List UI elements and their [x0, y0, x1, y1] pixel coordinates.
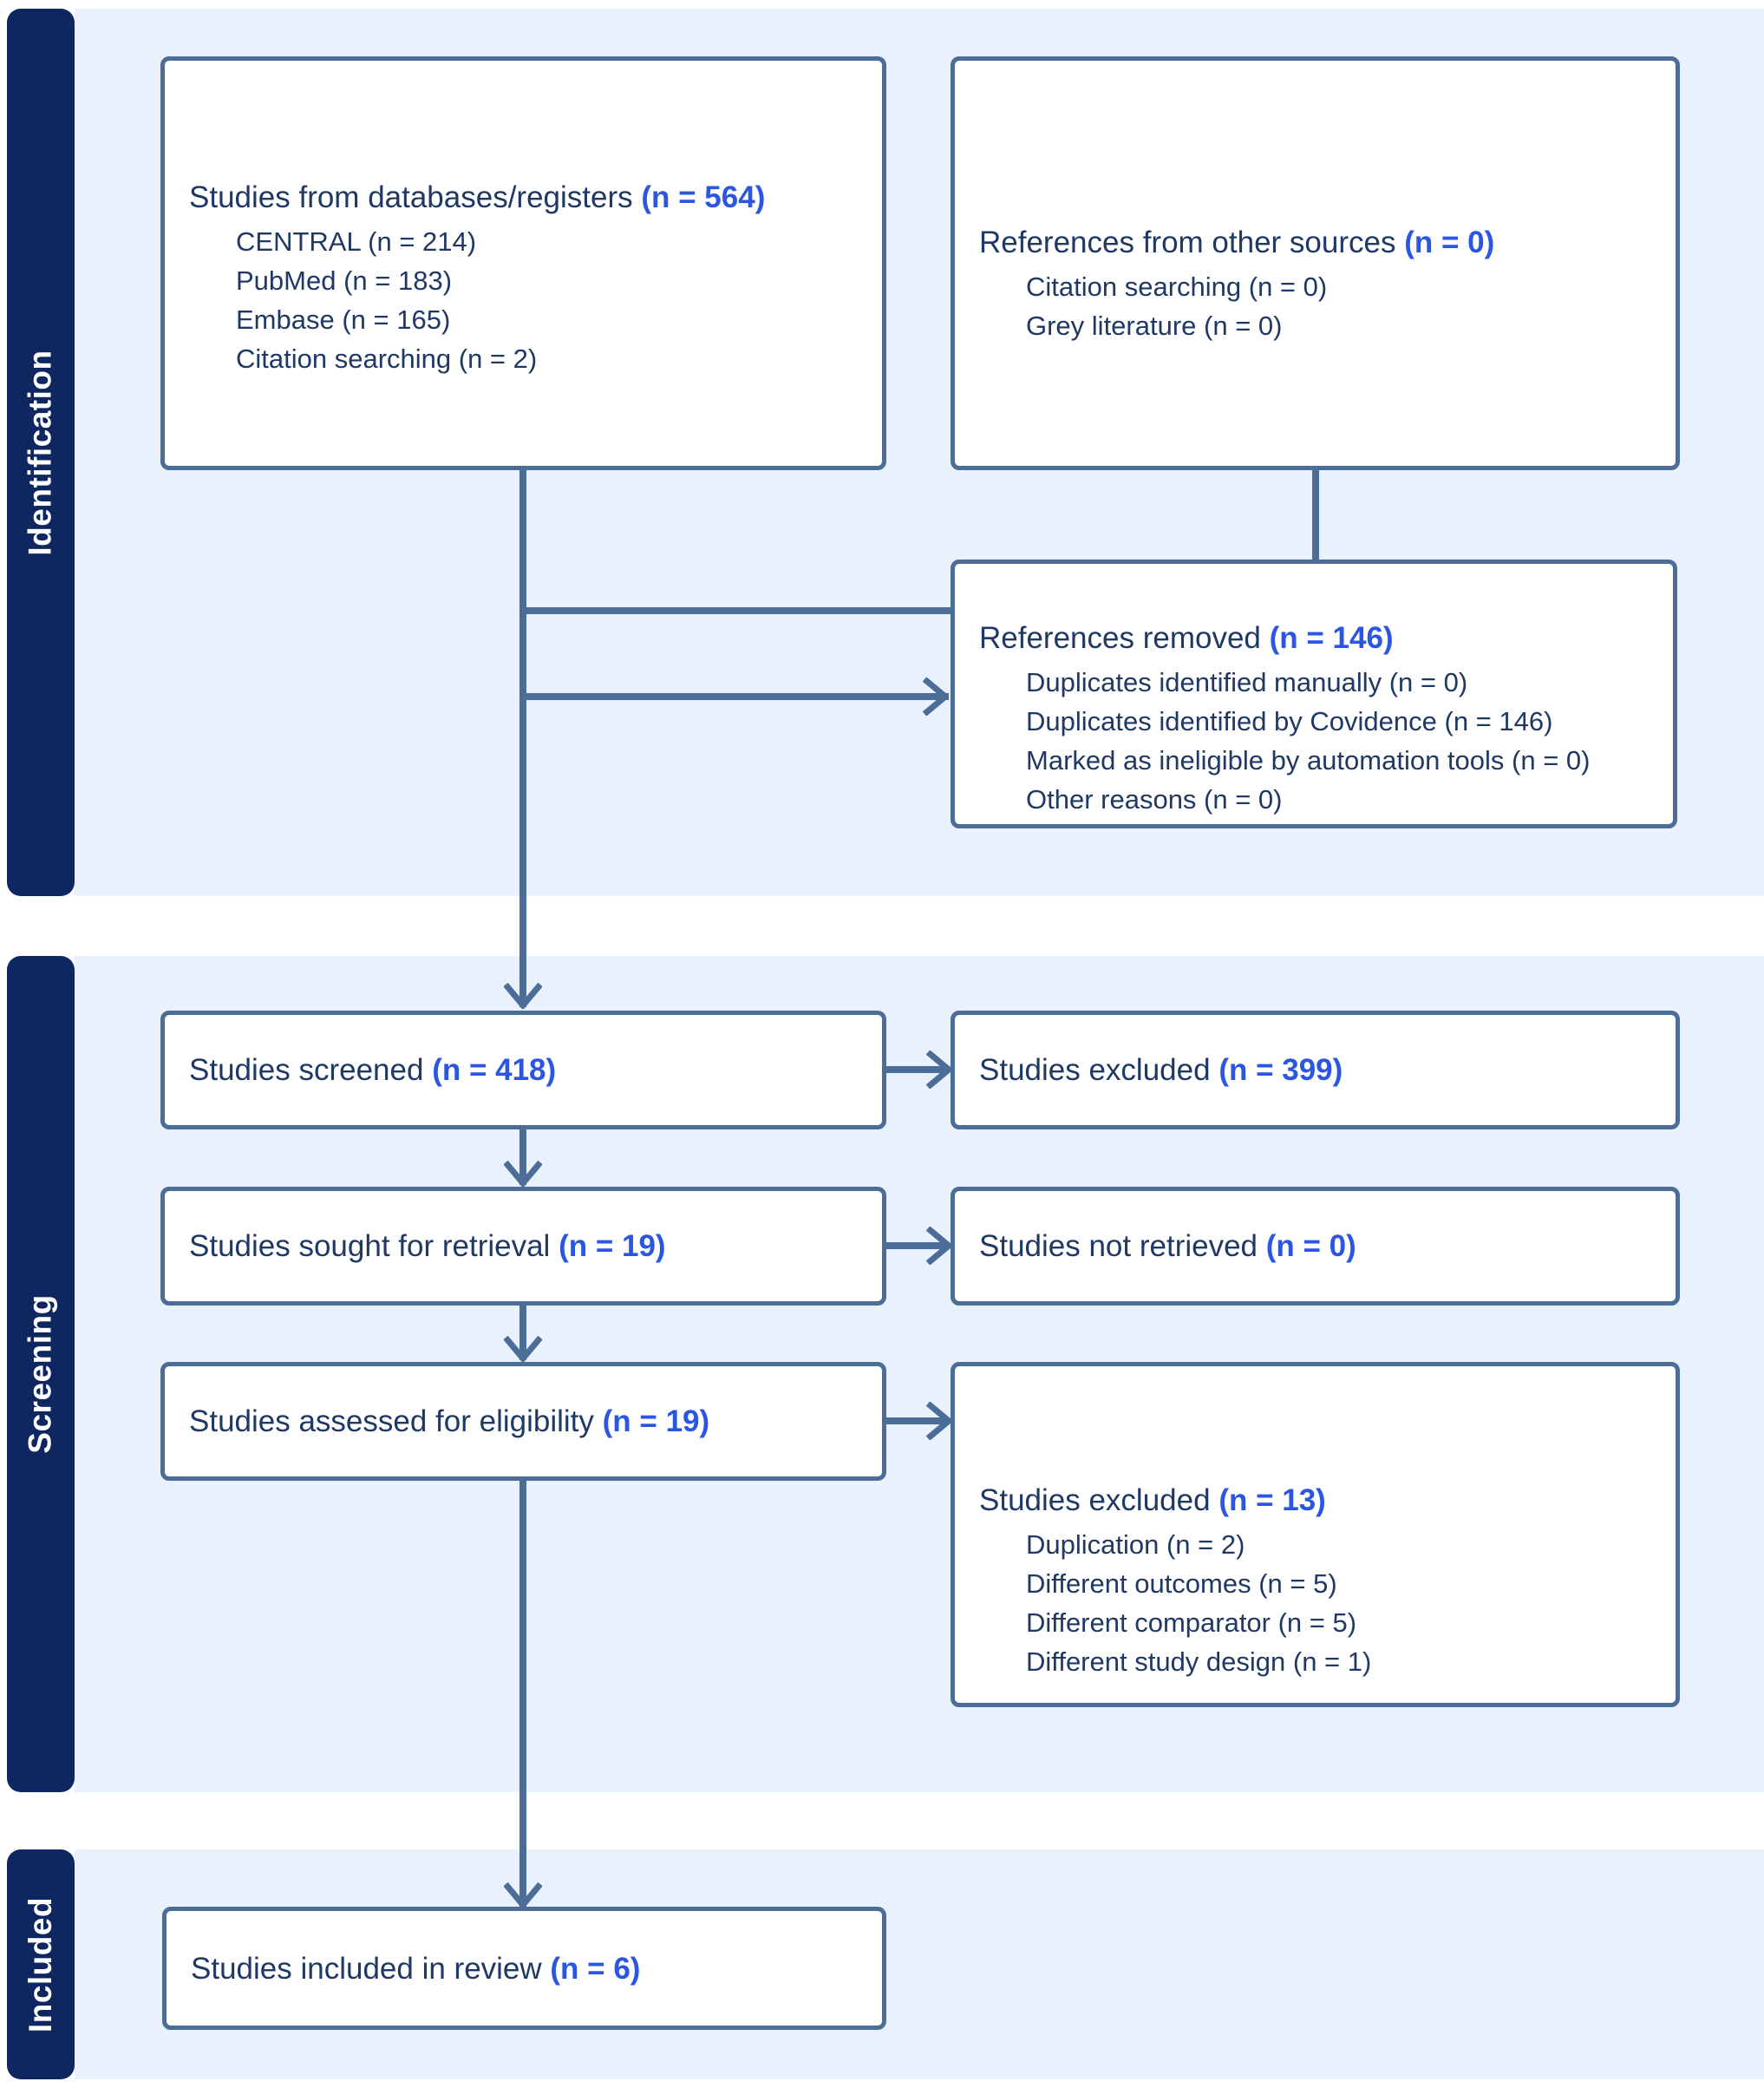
box-count: (n = 6) [550, 1951, 641, 1986]
included-stage-bar [7, 1849, 75, 2079]
box-title [189, 1051, 866, 1090]
flow-line-to-references-removed [519, 693, 949, 700]
included-stage-label: Included [23, 1896, 58, 2032]
box-studies-excluded-eligibility [951, 1362, 1680, 1707]
arrow-right-icon [926, 1051, 952, 1089]
box-item-list [979, 267, 1660, 345]
box-item-list [979, 663, 1657, 819]
arrow-down-icon [504, 1336, 542, 1362]
flow-line-assessed-to-included [519, 1479, 526, 1907]
list-item: Duplicates identified manually (n = 0) [1026, 667, 1468, 697]
box-studies-assessed-eligibility [160, 1362, 886, 1481]
box-title [979, 1051, 1660, 1090]
box-title-text: References removed [979, 621, 1261, 655]
box-count: (n = 0) [1265, 1229, 1356, 1263]
box-title-text: Studies excluded [979, 1053, 1211, 1087]
box-studies-from-databases [160, 56, 886, 470]
box-title [189, 1402, 866, 1441]
box-title-text: Studies excluded [979, 1483, 1211, 1517]
list-item: Duplicates identified by Covidence (n = 146) [1026, 706, 1553, 736]
list-item: PubMed (n = 183) [236, 265, 453, 296]
arrow-down-icon [504, 983, 542, 1009]
box-title-text: Studies included in review [191, 1951, 542, 1986]
box-item-list [979, 1525, 1660, 1681]
box-title [979, 223, 1660, 262]
box-title [979, 619, 1657, 658]
list-item: Embase (n = 165) [236, 304, 451, 335]
box-count: (n = 19) [602, 1404, 710, 1438]
box-title-text: Studies from databases/registers [189, 180, 633, 214]
box-references-removed [951, 560, 1677, 828]
box-studies-not-retrieved [951, 1187, 1680, 1306]
box-count: (n = 19) [559, 1229, 666, 1263]
arrow-right-icon [926, 1227, 952, 1265]
identification-stage-bar [7, 9, 75, 896]
box-count: (n = 13) [1218, 1483, 1326, 1517]
box-count: (n = 146) [1269, 621, 1394, 655]
box-title-text: Studies assessed for eligibility [189, 1404, 594, 1438]
box-title [191, 1949, 866, 1988]
box-studies-included-review [162, 1907, 886, 2030]
box-title-text: Studies not retrieved [979, 1229, 1258, 1263]
arrow-down-icon [504, 1161, 542, 1187]
box-title [189, 178, 866, 217]
box-item-list [189, 222, 866, 378]
list-item: Different study design (n = 1) [1026, 1646, 1372, 1677]
list-item: Marked as ineligible by automation tools (n = 0) [1026, 745, 1591, 776]
box-studies-screened [160, 1011, 886, 1129]
list-item: Citation searching (n = 2) [236, 344, 538, 374]
box-title-text: Studies screened [189, 1053, 424, 1087]
box-title [979, 1227, 1660, 1266]
box-title [979, 1481, 1660, 1520]
list-item: Different outcomes (n = 5) [1026, 1568, 1337, 1599]
arrow-right-icon [923, 677, 949, 716]
box-count: (n = 399) [1218, 1053, 1343, 1087]
box-title-text: Studies sought for retrieval [189, 1229, 551, 1263]
box-references-other-sources [951, 56, 1680, 470]
flow-line-databases-to-screened [519, 469, 526, 1007]
box-count: (n = 564) [641, 180, 766, 214]
box-count: (n = 0) [1404, 226, 1495, 259]
list-item: Different comparator (n = 5) [1026, 1607, 1357, 1638]
list-item: Citation searching (n = 0) [1026, 272, 1328, 302]
box-count: (n = 418) [432, 1053, 557, 1087]
box-title [189, 1227, 866, 1266]
list-item: Duplication (n = 2) [1026, 1529, 1245, 1560]
list-item: Grey literature (n = 0) [1026, 311, 1283, 341]
list-item: Other reasons (n = 0) [1026, 784, 1283, 815]
box-studies-excluded-screening [951, 1011, 1680, 1129]
box-title-text: References from other sources [979, 226, 1396, 259]
identification-stage-label: Identification [23, 349, 59, 556]
box-studies-sought-retrieval [160, 1187, 886, 1306]
arrow-down-icon [504, 1882, 542, 1908]
screening-stage-bar [7, 956, 75, 1792]
arrow-right-icon [926, 1402, 952, 1440]
list-item: CENTRAL (n = 214) [236, 226, 477, 257]
screening-stage-label: Screening [23, 1294, 58, 1454]
